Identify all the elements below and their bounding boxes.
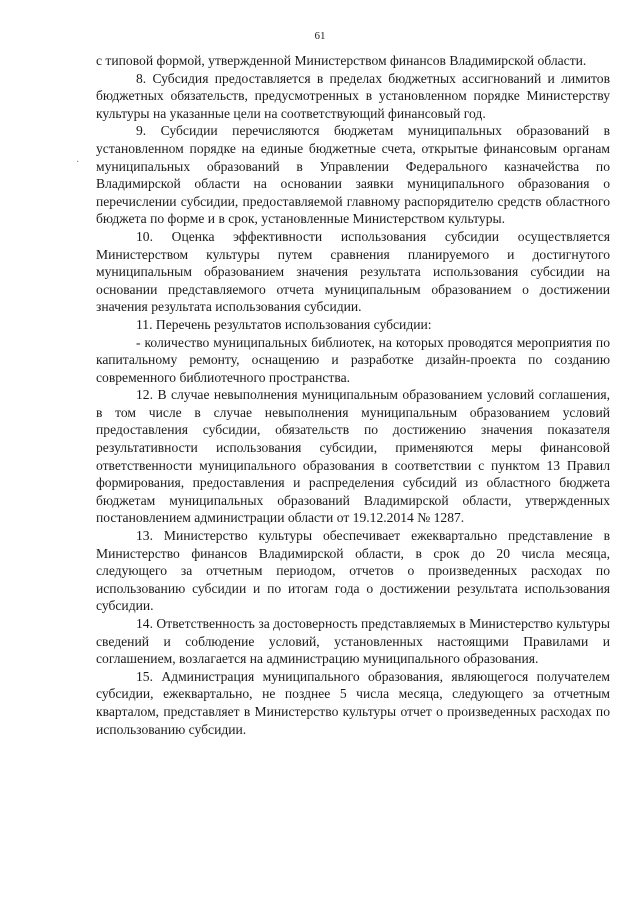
paragraph-11: 11. Перечень результатов использования субсидии:: [136, 316, 432, 332]
paragraph-15: 15. Администрация муниципального образования, являющегося получателем субсидии, ежеквартально, не позднее 5 числа месяца, следующего за отчетным кварталом, представляет в Министерство культуры отчет о произведенных расходах по использованию субсидии.: [96, 668, 610, 737]
page-number: 61: [314, 30, 326, 42]
margin-dot: ·: [76, 157, 80, 168]
paragraph-10: 10. Оценка эффективности использования субсидии осуществляется Министерством культуры путем сравнения планируемого и достигнутого муниципальным образованием значения результата использования субсидии на основании представляемого отчета муниципальным образованием о достижении значения результата использования субсидии.: [96, 228, 610, 315]
paragraph-13: 13. Министерство культуры обеспечивает ежеквартально представление в Министерство финансов Владимирской области, в срок до 20 числа месяца, следующего за отчетным периодом, отчетов о произведенных расходах по использованию субсидии и по итогам года о достижении результата использования субсидии.: [96, 528, 610, 614]
paragraph-9: 9. Субсидии перечисляются бюджетам муниципальных образований в установленном порядке на единые бюджетные счета, открытые финансовым органам муниципальных образований в Управлении Федерального казначейства по Владимирской области на основании заявки муниципального образования о перечислении субсидии, предоставляемой главному распорядителю средств областного бюджета по форме и в срок, установленные Министерством культуры.: [96, 123, 610, 227]
paragraph-11-item: - количество муниципальных библиотек, на которых проводятся мероприятия по капитальному ремонту, оснащению и разработке дизайн-проекта по созданию современного библиотечного пространства.: [96, 334, 610, 385]
paragraph-14: 14. Ответственность за достоверность представляемых в Министерство культуры сведений и соблюдение условий, установленных настоящими Правилами и соглашением, возлагается на администрацию муниципального образования.: [96, 616, 610, 667]
paragraph-12: 12. В случае невыполнения муниципальным образованием условий соглашения, в том числе в случае невыполнения муниципальным образованием условий предоставления субсидии, обязательств по достижению значения показателя результативности использования субсидии, применяются меры финансовой ответственности муниципального образования в соответствии с пунктом 13 Правил формирования, предоставления и распределения субсидий из областного бюджета бюджетам муниципальных образований Владимирской области, утвержденных постановлением администрации области от 19.12.2014 № 1287.: [96, 387, 610, 526]
paragraph-8: 8. Субсидия предоставляется в пределах бюджетных ассигнований и лимитов бюджетных обязательств, предусмотренных в установленном порядке Министерству культуры на указанные цели на соответствующий финансовый год.: [96, 70, 610, 121]
document-body: [96, 52, 610, 738]
paragraph-continuation: с типовой формой, утвержденной Министерством финансов Владимирской области.: [96, 53, 587, 68]
